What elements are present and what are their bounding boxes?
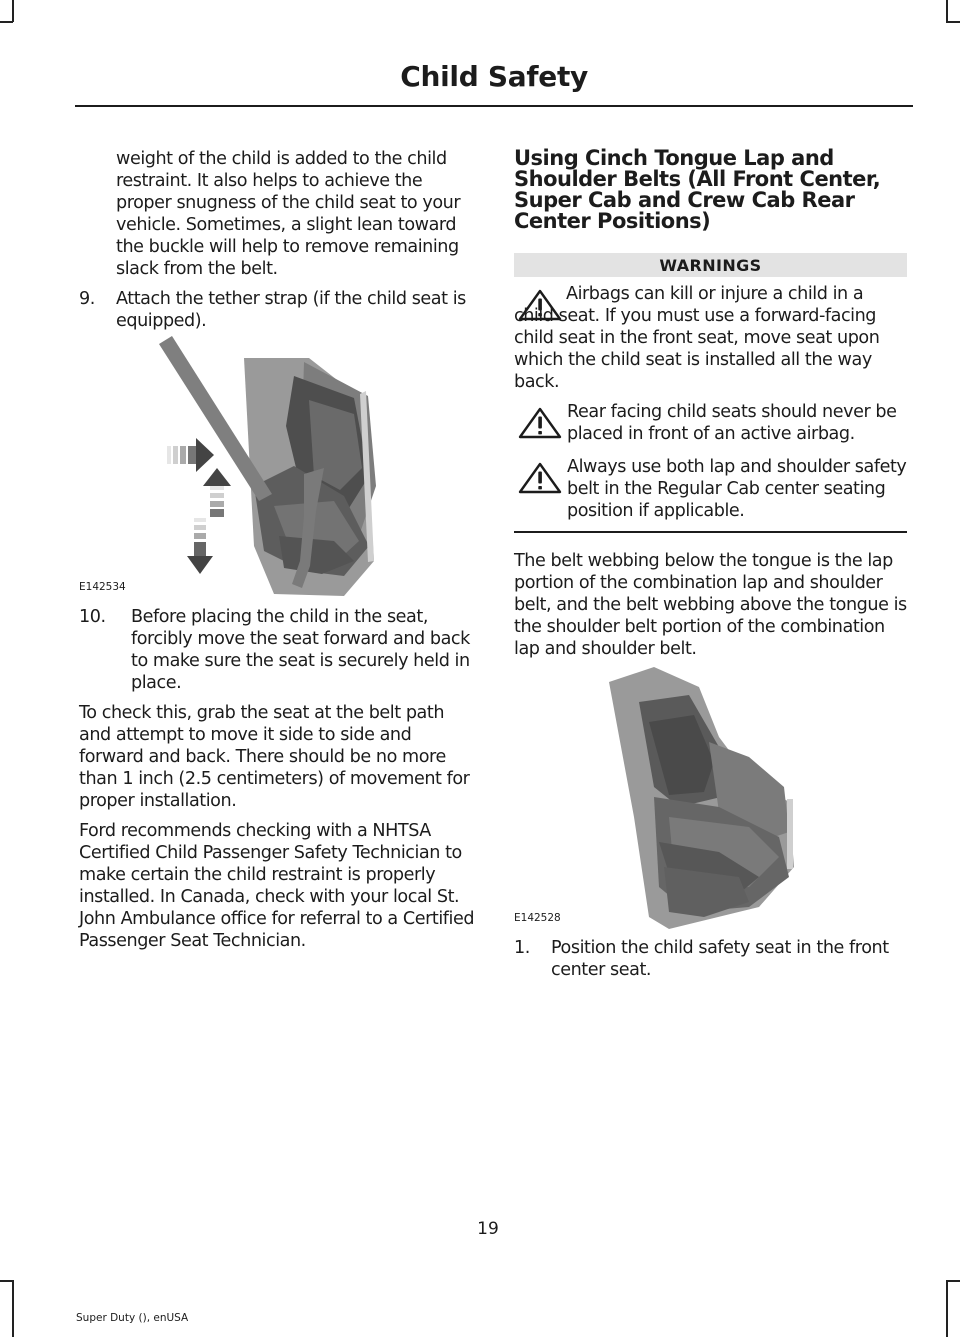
warning-icon [518, 462, 562, 494]
figure-code: E142528 [514, 911, 561, 924]
crop-mark [0, 1280, 13, 1282]
child-seat-illustration [609, 667, 799, 929]
page-number: 19 [477, 1219, 499, 1239]
figure-code: E142534 [79, 581, 126, 593]
warning-rear-facing [514, 401, 907, 445]
crop-mark [12, 1280, 14, 1337]
crop-mark [946, 1280, 948, 1337]
list-item-step-9 [79, 288, 477, 332]
paragraph-check-seat: To check this, grab the seat at the belt path and attempt to move it side to side and forward and back. There should be no more than 1 inch (2.5 centimeters) of movement for proper installation. [79, 703, 470, 811]
crop-mark [12, 0, 14, 22]
list-item-text: Before placing the child in the seat, forcibly move the seat forward and back to make sure the seat is securely held in place. [131, 607, 470, 693]
list-item-number: 1. [514, 937, 530, 958]
figure-tether-strap [79, 336, 477, 598]
warning-lap-shoulder [514, 456, 907, 522]
list-item-text: Attach the tether strap (if the child seat is equipped). [116, 289, 466, 331]
continuation-paragraph: weight of the child is added to the child restraint. It also helps to achieve the proper snugness of the child seat to your vehicle. Sometimes, a slight lean toward the buckle will help to remove remaining slack from the belt. [116, 149, 461, 279]
child-seat-tether-illustration [154, 336, 444, 598]
warnings-label: WARNINGS [514, 253, 907, 277]
footer-edition: Super Duty (), enUSA [76, 1312, 189, 1324]
warning-text: Rear facing child seats should never be placed in front of an active airbag. [567, 402, 897, 444]
crop-mark [946, 1280, 960, 1282]
warning-text: Always use both lap and shoulder safety belt in the Regular Cab center seating position if applicable. [567, 457, 907, 521]
warning-airbags [514, 283, 907, 393]
paragraph-belt-webbing: The belt webbing below the tongue is the lap portion of the combination lap and shoulder belt, and the belt webbing above the tongue is the shoulder belt portion of the combination lap and shoulder belt. [514, 550, 907, 659]
list-item-number: 10. [79, 607, 106, 627]
list-item-number: 9. [79, 289, 95, 309]
list-item-text: Position the child safety seat in the front center seat. [551, 937, 889, 980]
warning-icon [518, 289, 562, 321]
list-item-step-1 [514, 937, 907, 981]
header-rule [75, 105, 913, 107]
paragraph-nhtsa: Ford recommends checking with a NHTSA Certified Child Passenger Safety Technician to make certain the child restraint is properly installed. In Canada, check with your local St. John Ambulance office for referral to a Certified Passenger Seat Technician. [79, 821, 475, 951]
list-item-step-10 [79, 606, 477, 694]
crop-mark [0, 21, 13, 23]
right-column [514, 148, 907, 981]
section-heading: Using Cinch Tongue Lap and Shoulder Belts (All Front Center, Super Cab and Crew Cab Rear Center Positions) [514, 146, 881, 233]
page-title: Child Safety [400, 60, 588, 93]
left-column [79, 148, 477, 952]
warning-icon [518, 407, 562, 439]
crop-mark [946, 0, 948, 22]
warnings-rule [514, 531, 907, 533]
warning-text: Airbags can kill or injure a child in a child seat. If you must use a forward-facing child seat in the front seat, move seat upon which the child seat is installed all the way back. [514, 284, 880, 392]
figure-child-seat [514, 667, 907, 929]
crop-mark [946, 21, 960, 23]
